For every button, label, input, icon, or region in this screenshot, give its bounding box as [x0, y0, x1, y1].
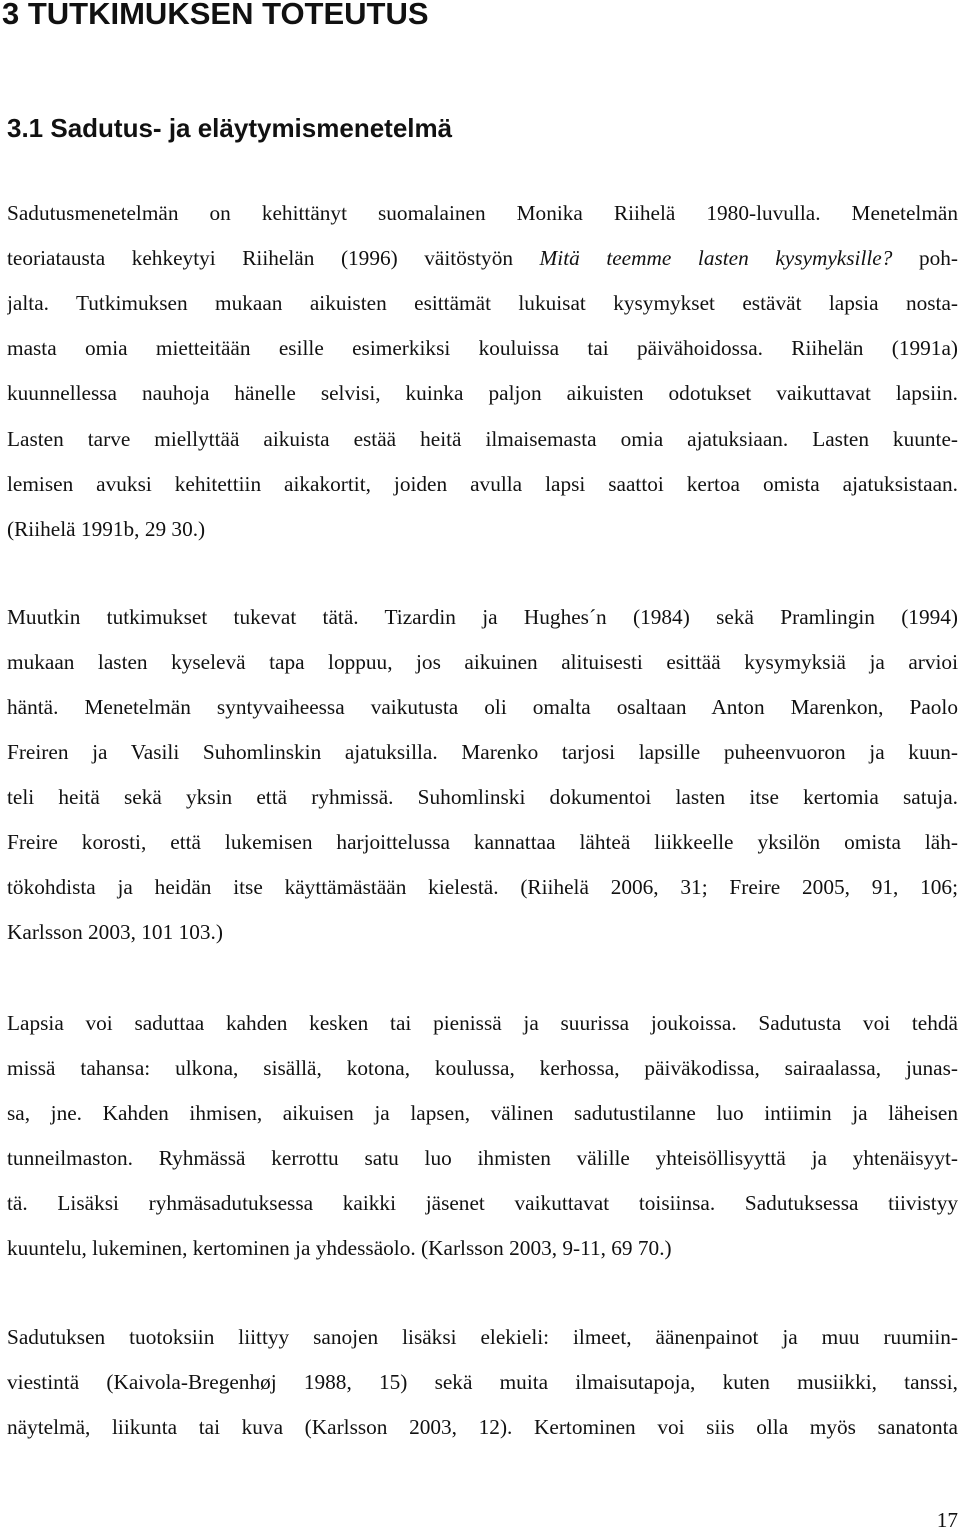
text-line: tökohdista ja heidän itse käyttämästään kielestä. (Riihelä 2006, 31; Freire 2005, 91, 106; [7, 875, 958, 899]
text-line: näytelmä, liikunta tai kuva (Karlsson 2003, 12). Kertominen voi siis olla myös sanatonta [7, 1415, 958, 1439]
text-line: Freiren ja Vasili Suhomlinskin ajatuksilla. Marenko tarjosi lapsille puheenvuoron ja kuun- [7, 740, 958, 764]
text-segment: poh- [892, 246, 958, 270]
text-line: Lapsia voi saduttaa kahden kesken tai pienissä ja suurissa joukoissa. Sadutusta voi tehdä [7, 1011, 958, 1035]
text-line: Sadutusmenetelmän on kehittänyt suomalainen Monika Riihelä 1980-luvulla. Menetelmän [7, 201, 958, 225]
text-line: tunneilmaston. Ryhmässä kerrottu satu luo ihmisten välille yhteisöllisyyttä ja yhtenäisyyt- [7, 1146, 958, 1170]
text-line: Karlsson 2003, 101 103.) [7, 920, 223, 944]
text-segment: teoriatausta kehkeytyi Riihelän (1996) väitöstyön [7, 246, 540, 270]
text-line: Muutkin tutkimukset tukevat tätä. Tizardin ja Hughes´n (1984) sekä Pramlingin (1994) [7, 605, 958, 629]
text-line: kuuntelu, lukeminen, kertominen ja yhdessäolo. (Karlsson 2003, 9-11, 69 70.) [7, 1236, 672, 1260]
text-line: jalta. Tutkimuksen mukaan aikuisten esittämät lukuisat kysymykset estävät lapsia nosta- [7, 291, 958, 315]
text-line: Sadutuksen tuotoksiin liittyy sanojen lisäksi elekieli: ilmeet, äänenpainot ja muu ruumiin- [7, 1325, 958, 1349]
page-number: 17 [936, 1508, 958, 1532]
text-line: sa, jne. Kahden ihmisen, aikuisen ja lapsen, välinen sadutustilanne luo intiimin ja läheisen [7, 1101, 958, 1125]
text-line: mukaan lasten kyselevä tapa loppuu, jos aikuinen alituisesti esittää kysymyksiä ja arvioi [7, 650, 958, 674]
text-line: viestintä (Kaivola-Bregenhøj 1988, 15) sekä muita ilmaisutapoja, kuten musiikki, tanssi, [7, 1370, 958, 1394]
text-line: Freire korosti, että lukemisen harjoittelussa kannattaa lähteä liikkeelle yksilön omista läh- [7, 830, 958, 854]
chapter-heading: 3 TUTKIMUKSEN TOTEUTUS [2, 0, 429, 31]
text-line: missä tahansa: ulkona, sisällä, kotona, koulussa, kerhossa, päiväkodissa, sairaalassa, junas- [7, 1056, 958, 1080]
text-line: kuunnellessa nauhoja hänelle selvisi, kuinka paljon aikuisten odotukset vaikuttavat lapsiin. [7, 381, 958, 405]
text-line: (Riihelä 1991b, 29 30.) [7, 517, 206, 541]
text-line: häntä. Menetelmän syntyvaiheessa vaikutusta oli omalta osaltaan Anton Marenkon, Paolo [7, 695, 958, 719]
text-line: Lasten tarve miellyttää aikuista estää heitä ilmaisemasta omia ajatuksiaan. Lasten kuunte- [7, 427, 958, 451]
section-heading: 3.1 Sadutus- ja eläytymismenetelmä [7, 113, 453, 143]
italic-book-title: Mitä teemme lasten kysymyksille? [539, 246, 893, 270]
text-line [7, 243, 958, 273]
text-line: teli heitä sekä yksin että ryhmissä. Suhomlinski dokumentoi lasten itse kertomia satuja. [7, 785, 958, 809]
text-line: lemisen avuksi kehitettiin aikakortit, joiden avulla lapsi saattoi kertoa omista ajatuksistaan. [7, 472, 958, 496]
text-line: tä. Lisäksi ryhmäsadutuksessa kaikki jäsenet vaikuttavat toisiinsa. Sadutuksessa tiivistyy [7, 1191, 958, 1215]
text-line: masta omia mietteitään esille esimerkiksi kouluissa tai päivähoidossa. Riihelän (1991a) [7, 336, 958, 360]
